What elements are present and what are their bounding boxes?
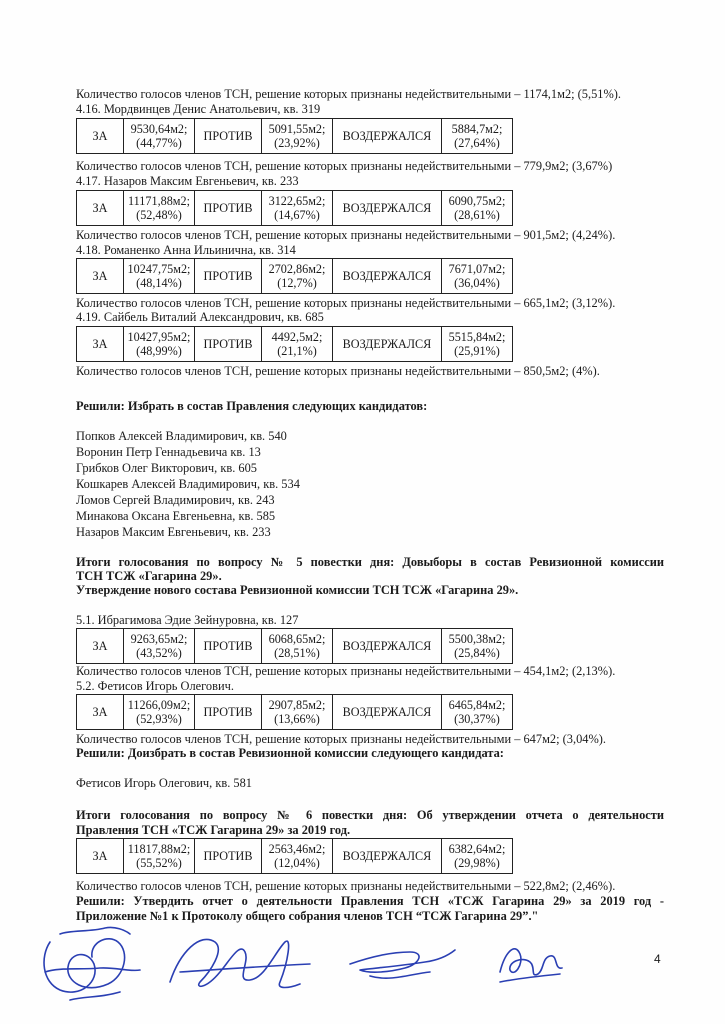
decision-heading: Решили: Доизбрать в состав Ревизионной комиссии следующего кандидата: [76,746,504,760]
abstain-value: 5515,84м2; [448,330,506,344]
against-label: ПРОТИВ [195,839,262,874]
for-value-cell [124,629,195,664]
against-value: 2563,46м2; [268,842,326,856]
signature-4 [500,949,562,982]
page-number: 4 [654,952,661,966]
abstain-value-cell [442,259,513,294]
against-label: ПРОТИВ [195,629,262,664]
abstain-percent: (27,64%) [454,136,500,150]
invalid-votes-line: Количество голосов членов ТСН, решение которых признаны недействительными – 647м2; (3,04%). [76,732,607,746]
for-value-cell [124,119,195,154]
for-label: ЗА [77,191,124,226]
abstain-value: 6465,84м2; [448,698,506,712]
against-label: ПРОТИВ [195,695,262,730]
section-heading: Итоги голосования по вопросу № 6 повестки дня: Об утверждении отчета о деятельности [76,808,664,822]
board-member: Назаров Максим Евгеньевич, кв. 233 [76,525,271,539]
for-value: 10427,95м2; [127,330,191,344]
decision-heading: Решили: Избрать в состав Правления следующих кандидатов: [76,399,428,413]
against-value: 3122,65м2; [268,194,326,208]
candidate-title: 5.1. Ибрагимова Эдие Зейнуровна, кв. 127 [76,613,299,627]
signature-3 [350,950,455,978]
for-percent: (48,14%) [136,276,182,290]
against-value-cell [262,629,333,664]
for-value: 10247,75м2; [127,262,191,276]
signatures-image [30,912,590,1012]
invalid-votes-line: Количество голосов членов ТСН, решение которых признаны недействительными – 1174,1м2; (5,51%). [76,87,622,101]
section-heading: Итоги голосования по вопросу № 5 повестки дня: Довыборы в состав Ревизионной комиссии [76,555,664,569]
board-member: Воронин Петр Геннадьевича кв. 13 [76,445,261,459]
against-value: 4492,5м2; [271,330,323,344]
against-value-cell [262,695,333,730]
for-percent: (43,52%) [136,646,182,660]
abstain-value-cell [442,327,513,362]
vote-table [76,258,513,294]
against-percent: (23,92%) [274,136,320,150]
abstain-percent: (25,91%) [454,344,500,358]
against-label: ПРОТИВ [195,259,262,294]
for-label: ЗА [77,695,124,730]
abstain-percent: (29,98%) [454,856,500,870]
abstain-value-cell [442,839,513,874]
abstain-label: ВОЗДЕРЖАЛСЯ [333,839,442,874]
against-value-cell [262,259,333,294]
against-value-cell [262,191,333,226]
for-value-cell [124,327,195,362]
against-value-cell [262,119,333,154]
for-percent: (52,48%) [136,208,182,222]
abstain-label: ВОЗДЕРЖАЛСЯ [333,327,442,362]
invalid-votes-line: Количество голосов членов ТСН, решение которых признаны недействительными – 665,1м2; (3,12%). [76,296,616,310]
invalid-votes-line: Количество голосов членов ТСН, решение которых признаны недействительными – 850,5м2; (4%). [76,364,600,378]
vote-table [76,326,513,362]
abstain-percent: (30,37%) [454,712,500,726]
invalid-votes-line: Количество голосов членов ТСН, решение которых признаны недействительными – 454,1м2; (2,13%). [76,664,616,678]
against-value: 2702,86м2; [268,262,326,276]
abstain-value: 5884,7м2; [451,122,503,136]
abstain-label: ВОЗДЕРЖАЛСЯ [333,191,442,226]
against-percent: (12,04%) [274,856,320,870]
abstain-value-cell [442,119,513,154]
vote-table [76,190,513,226]
board-member: Грибков Олег Викторович, кв. 605 [76,461,258,475]
board-member: Кошкарев Алексей Владимирович, кв. 534 [76,477,300,491]
for-percent: (44,77%) [136,136,182,150]
for-label: ЗА [77,629,124,664]
candidate-title: 4.17. Назаров Максим Евгеньевич, кв. 233 [76,174,299,188]
abstain-value-cell [442,191,513,226]
for-label: ЗА [77,259,124,294]
against-value: 6068,65м2; [268,632,326,646]
against-label: ПРОТИВ [195,191,262,226]
for-percent: (55,52%) [136,856,182,870]
signature-2 [170,939,310,987]
for-value: 11266,09м2; [127,698,191,712]
abstain-percent: (36,04%) [454,276,500,290]
candidate-title: 4.19. Сайбель Виталий Александрович, кв. 685 [76,310,324,324]
for-label: ЗА [77,839,124,874]
vote-table [76,694,513,730]
board-member: Попков Алексей Владимирович, кв. 540 [76,429,287,443]
against-percent: (13,66%) [274,712,320,726]
for-percent: (52,93%) [136,712,182,726]
for-value: 9263,65м2; [130,632,188,646]
for-label: ЗА [77,327,124,362]
board-member: Ломов Сергей Владимирович, кв. 243 [76,493,275,507]
against-value: 2907,85м2; [268,698,326,712]
against-percent: (21,1%) [277,344,317,358]
for-percent: (48,99%) [136,344,182,358]
section-heading: Утверждение нового состава Ревизионной комиссии ТСН ТСЖ «Гагарина 29». [76,583,519,597]
abstain-value-cell [442,695,513,730]
abstain-value: 7671,07м2; [448,262,506,276]
against-label: ПРОТИВ [195,119,262,154]
board-member: Минакова Оксана Евгеньевна, кв. 585 [76,509,276,523]
for-value-cell [124,259,195,294]
against-value: 5091,55м2; [268,122,326,136]
against-percent: (28,51%) [274,646,320,660]
for-value-cell [124,839,195,874]
signature-1 [44,927,140,1000]
abstain-value: 5500,38м2; [448,632,506,646]
abstain-value: 6090,75м2; [448,194,506,208]
abstain-percent: (28,61%) [454,208,500,222]
for-label: ЗА [77,119,124,154]
section-heading: ТСН ТСЖ «Гагарина 29». [76,569,222,583]
against-label: ПРОТИВ [195,327,262,362]
abstain-value-cell [442,629,513,664]
vote-table [76,118,513,154]
for-value-cell [124,695,195,730]
invalid-votes-line: Количество голосов членов ТСН, решение которых признаны недействительными – 522,8м2; (2,46%). [76,879,616,893]
abstain-label: ВОЗДЕРЖАЛСЯ [333,119,442,154]
for-value: 11171,88м2; [128,194,190,208]
section-heading: Правления ТСН «ТСЖ Гагарина 29» за 2019 год. [76,823,351,837]
candidate-title: 5.2. Фетисов Игорь Олегович. [76,679,234,693]
abstain-value: 6382,64м2; [448,842,506,856]
candidate-title: 4.16. Мордвинцев Денис Анатольевич, кв. 319 [76,102,321,116]
against-percent: (14,67%) [274,208,320,222]
against-value-cell [262,327,333,362]
vote-table [76,838,513,874]
against-percent: (12,7%) [277,276,317,290]
for-value-cell [124,191,195,226]
candidate-title: 4.18. Романенко Анна Ильинична, кв. 314 [76,243,296,257]
abstain-label: ВОЗДЕРЖАЛСЯ [333,259,442,294]
invalid-votes-line: Количество голосов членов ТСН, решение которых признаны недействительными – 779,9м2; (3,67%) [76,159,613,173]
vote-table [76,628,513,664]
for-value: 11817,88м2; [127,842,191,856]
for-value: 9530,64м2; [130,122,188,136]
abstain-label: ВОЗДЕРЖАЛСЯ [333,629,442,664]
abstain-label: ВОЗДЕРЖАЛСЯ [333,695,442,730]
decision-heading: Решили: Утвердить отчет о деятельности Правления ТСН «ТСЖ Гагарина 29» за 2019 год - [76,894,664,908]
decision-heading: Приложение №1 к Протоколу общего собрания членов ТСН “ТСЖ Гагарина 29”." [76,909,539,923]
invalid-votes-line: Количество голосов членов ТСН, решение которых признаны недействительными – 901,5м2; (4,24%). [76,228,616,242]
abstain-percent: (25,84%) [454,646,500,660]
audit-member: Фетисов Игорь Олегович, кв. 581 [76,776,252,790]
against-value-cell [262,839,333,874]
